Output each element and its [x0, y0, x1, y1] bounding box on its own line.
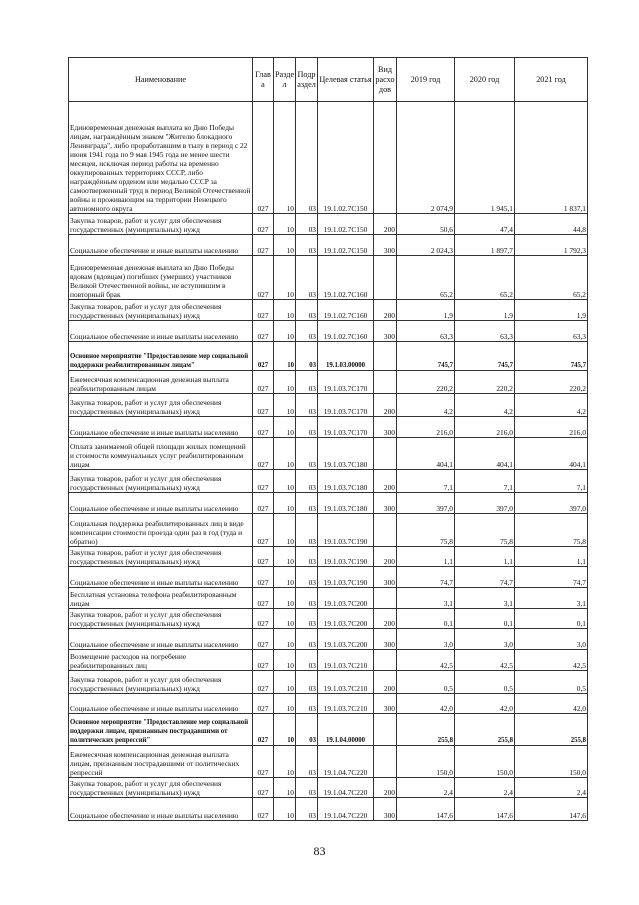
row-2021: 1,1 — [515, 547, 588, 567]
row-chapter: 027 — [253, 321, 274, 342]
row-2019: 42,5 — [397, 650, 455, 671]
row-2019: 74,7 — [397, 567, 455, 588]
row-2019: 404,1 — [397, 438, 455, 470]
row-2021: 74,7 — [515, 567, 588, 588]
row-2021: 150,0 — [515, 746, 588, 778]
row-target-article: 19.1.03.7С210 — [318, 671, 374, 694]
row-expense-type: 300 — [374, 321, 397, 342]
table-row — [69, 547, 588, 567]
row-2021: 404,1 — [515, 438, 588, 470]
row-2021: 4,2 — [515, 394, 588, 417]
row-target-article: 19.1.03.7С210 — [318, 650, 374, 671]
row-section: 10 — [274, 514, 296, 547]
row-name: Ежемесячная компенсационная денежная выплата реабилитированным лицам — [69, 371, 253, 394]
row-2021: 1,9 — [515, 300, 588, 321]
row-chapter: 027 — [253, 650, 274, 671]
row-subsection: 03 — [296, 417, 318, 438]
row-target-article: 19.1.04.00000 — [318, 714, 374, 746]
row-2020: 42,0 — [455, 694, 515, 714]
header-chapter: Глав а — [253, 58, 274, 102]
table-row — [69, 798, 588, 821]
row-section: 10 — [274, 629, 296, 650]
table-row — [69, 671, 588, 694]
row-expense-type: 300 — [374, 629, 397, 650]
row-name: Социальное обеспечение и иные выплаты населению — [69, 694, 253, 714]
row-chapter: 027 — [253, 371, 274, 394]
row-target-article: 19.1.04.7С220 — [318, 798, 374, 821]
row-2020: 255,8 — [455, 714, 515, 746]
row-chapter: 027 — [253, 300, 274, 321]
row-subsection: 03 — [296, 588, 318, 609]
row-target-article: 19.1.02.7С150 — [318, 214, 374, 235]
row-chapter: 027 — [253, 235, 274, 256]
row-2019: 2 024,3 — [397, 235, 455, 256]
row-section: 10 — [274, 650, 296, 671]
row-target-article: 19.1.03.7С200 — [318, 629, 374, 650]
table-row — [69, 778, 588, 798]
row-name: Социальное обеспечение и иные выплаты населению — [69, 493, 253, 514]
table-row — [69, 102, 588, 214]
row-section: 10 — [274, 714, 296, 746]
row-2019: 2 074,9 — [397, 102, 455, 214]
row-2021: 397,0 — [515, 493, 588, 514]
row-name: Закупка товаров, работ и услуг для обеспечения государственных (муниципальных) нужд — [69, 470, 253, 493]
row-2020: 7,1 — [455, 470, 515, 493]
row-2021: 255,8 — [515, 714, 588, 746]
row-target-article: 19.1.04.7С220 — [318, 778, 374, 798]
row-2019: 3,0 — [397, 629, 455, 650]
row-expense-type: 300 — [374, 694, 397, 714]
row-2020: 47,4 — [455, 214, 515, 235]
row-subsection: 03 — [296, 514, 318, 547]
row-name: Социальное обеспечение и иные выплаты населению — [69, 798, 253, 821]
row-expense-type — [374, 256, 397, 300]
row-2020: 65,2 — [455, 256, 515, 300]
row-section: 10 — [274, 438, 296, 470]
row-chapter: 027 — [253, 694, 274, 714]
table-row — [69, 609, 588, 629]
row-expense-type — [374, 438, 397, 470]
row-2020: 1 945,1 — [455, 102, 515, 214]
row-2020: 0,1 — [455, 609, 515, 629]
row-2019: 216,0 — [397, 417, 455, 438]
row-section: 10 — [274, 470, 296, 493]
row-2021: 42,0 — [515, 694, 588, 714]
row-2020: 404,1 — [455, 438, 515, 470]
row-2020: 42,5 — [455, 650, 515, 671]
row-2020: 745,7 — [455, 342, 515, 371]
row-section: 10 — [274, 778, 296, 798]
row-section: 10 — [274, 609, 296, 629]
table-row — [69, 371, 588, 394]
row-2020: 4,2 — [455, 394, 515, 417]
row-section: 10 — [274, 567, 296, 588]
row-expense-type — [374, 714, 397, 746]
row-2021: 1 792,3 — [515, 235, 588, 256]
row-name: Социальное обеспечение и иные выплаты населению — [69, 321, 253, 342]
row-2019: 0,1 — [397, 609, 455, 629]
table-row — [69, 394, 588, 417]
row-name: Социальное обеспечение и иные выплаты населению — [69, 629, 253, 650]
row-target-article: 19.1.03.7С170 — [318, 371, 374, 394]
row-2019: 2,4 — [397, 778, 455, 798]
row-chapter: 027 — [253, 256, 274, 300]
row-name: Закупка товаров, работ и услуг для обеспечения государственных (муниципальных) нужд — [69, 547, 253, 567]
row-chapter: 027 — [253, 102, 274, 214]
row-section: 10 — [274, 300, 296, 321]
row-2021: 0,1 — [515, 609, 588, 629]
row-chapter: 027 — [253, 778, 274, 798]
table-row — [69, 214, 588, 235]
row-expense-type: 300 — [374, 493, 397, 514]
table-row — [69, 235, 588, 256]
row-target-article: 19.1.03.7С190 — [318, 567, 374, 588]
row-2021: 3,0 — [515, 629, 588, 650]
header-subsection: Подр аздел — [296, 58, 318, 102]
row-2019: 150,0 — [397, 746, 455, 778]
row-2019: 42,0 — [397, 694, 455, 714]
row-subsection: 03 — [296, 321, 318, 342]
row-2020: 1,1 — [455, 547, 515, 567]
table-row — [69, 567, 588, 588]
row-2020: 0,5 — [455, 671, 515, 694]
row-section: 10 — [274, 798, 296, 821]
row-target-article: 19.1.03.7С170 — [318, 417, 374, 438]
row-name: Ежемесячная компенсационная денежная выплата лицам, признанным пострадавшими от политических репрессий — [69, 746, 253, 778]
row-2021: 147,6 — [515, 798, 588, 821]
row-expense-type: 300 — [374, 417, 397, 438]
row-2019: 1,1 — [397, 547, 455, 567]
table-row — [69, 256, 588, 300]
row-2021: 0,5 — [515, 671, 588, 694]
row-expense-type — [374, 588, 397, 609]
row-subsection: 03 — [296, 102, 318, 214]
row-subsection: 03 — [296, 567, 318, 588]
row-name: Социальная поддержка реабилитированных лиц в виде компенсации стоимости проезда один раз в год (туда и обратно) — [69, 514, 253, 547]
row-subsection: 03 — [296, 798, 318, 821]
row-chapter: 027 — [253, 714, 274, 746]
row-expense-type — [374, 371, 397, 394]
row-2020: 3,0 — [455, 629, 515, 650]
row-2019: 745,7 — [397, 342, 455, 371]
table-row — [69, 342, 588, 371]
row-chapter: 027 — [253, 493, 274, 514]
table-row — [69, 650, 588, 671]
row-expense-type: 200 — [374, 394, 397, 417]
row-2021: 745,7 — [515, 342, 588, 371]
row-name: Единовременная денежная выплата ко Дню Победы лицам, награждённым знаком "Жителю блокадного Ленинграда", либо проработавшим в тылу в период с 22 июня 1941 года по 9 мая 1945 года не менее шести месяцев, исключая период работы на временно оккупированных территориях СССР, либо награждённым орденом или медалью СССР за самоотверженный труд в период Великой Отечественной войны и проживающим на территории Ненецкого автономного округа — [69, 102, 253, 214]
row-2021: 65,2 — [515, 256, 588, 300]
row-section: 10 — [274, 371, 296, 394]
row-name: Основное мероприятие "Предоставление мер социальной поддержки реабилитированным лицам" — [69, 342, 253, 371]
row-expense-type — [374, 650, 397, 671]
row-2020: 74,7 — [455, 567, 515, 588]
row-name: Закупка товаров, работ и услуг для обеспечения государственных (муниципальных) нужд — [69, 609, 253, 629]
row-section: 10 — [274, 342, 296, 371]
row-2021: 44,8 — [515, 214, 588, 235]
table-row — [69, 300, 588, 321]
row-2021: 63,3 — [515, 321, 588, 342]
row-subsection: 03 — [296, 629, 318, 650]
budget-table — [68, 57, 588, 821]
row-target-article: 19.1.04.7С220 — [318, 746, 374, 778]
row-name: Оплата занимаемой общей площади жилых помещений и стоимости коммунальных услуг реабилитированным лицам — [69, 438, 253, 470]
row-name: Закупка товаров, работ и услуг для обеспечения государственных (муниципальных) нужд — [69, 214, 253, 235]
row-expense-type: 200 — [374, 214, 397, 235]
row-expense-type: 200 — [374, 300, 397, 321]
row-2020: 147,6 — [455, 798, 515, 821]
row-section: 10 — [274, 493, 296, 514]
row-subsection: 03 — [296, 694, 318, 714]
row-2021: 3,1 — [515, 588, 588, 609]
row-chapter: 027 — [253, 588, 274, 609]
row-target-article: 19.1.03.7С180 — [318, 438, 374, 470]
row-name: Бесплатная установка телефона реабилитированным лицам — [69, 588, 253, 609]
row-2020: 2,4 — [455, 778, 515, 798]
row-name: Единовременная денежная выплата ко Дню Победы вдовам (вдовцам) погибших (умерших) участников Великой Отечественной войны, не вступившим в повторный брак — [69, 256, 253, 300]
header-target-article: Целевая статья — [318, 58, 374, 102]
row-subsection: 03 — [296, 609, 318, 629]
row-2019: 1,9 — [397, 300, 455, 321]
row-subsection: 03 — [296, 547, 318, 567]
row-section: 10 — [274, 102, 296, 214]
row-2019: 63,3 — [397, 321, 455, 342]
row-2020: 3,1 — [455, 588, 515, 609]
row-chapter: 027 — [253, 609, 274, 629]
row-2019: 147,6 — [397, 798, 455, 821]
row-subsection: 03 — [296, 778, 318, 798]
row-target-article: 19.1.03.7С200 — [318, 588, 374, 609]
row-2019: 3,1 — [397, 588, 455, 609]
row-section: 10 — [274, 417, 296, 438]
row-2021: 42,5 — [515, 650, 588, 671]
row-name: Возмещение расходов на погребение реабилитированных лиц — [69, 650, 253, 671]
row-chapter: 027 — [253, 470, 274, 493]
row-expense-type: 200 — [374, 609, 397, 629]
row-expense-type: 300 — [374, 567, 397, 588]
row-target-article: 19.1.02.7С160 — [318, 256, 374, 300]
row-expense-type: 300 — [374, 235, 397, 256]
row-expense-type: 300 — [374, 798, 397, 821]
row-2019: 255,8 — [397, 714, 455, 746]
table-header-row — [69, 58, 588, 102]
row-2020: 1 897,7 — [455, 235, 515, 256]
row-chapter: 027 — [253, 342, 274, 371]
table-row — [69, 714, 588, 746]
row-chapter: 027 — [253, 798, 274, 821]
row-expense-type — [374, 102, 397, 214]
row-section: 10 — [274, 235, 296, 256]
row-target-article: 19.1.03.7С190 — [318, 514, 374, 547]
row-2021: 216,0 — [515, 417, 588, 438]
row-2021: 75,8 — [515, 514, 588, 547]
row-2019: 65,2 — [397, 256, 455, 300]
row-2019: 75,8 — [397, 514, 455, 547]
row-2020: 216,0 — [455, 417, 515, 438]
row-name: Социальное обеспечение и иные выплаты населению — [69, 567, 253, 588]
row-expense-type — [374, 514, 397, 547]
table-row — [69, 514, 588, 547]
header-section: Разде л — [274, 58, 296, 102]
row-2020: 1,9 — [455, 300, 515, 321]
row-2020: 63,3 — [455, 321, 515, 342]
row-chapter: 027 — [253, 671, 274, 694]
row-target-article: 19.1.03.00000 — [318, 342, 374, 371]
row-expense-type: 200 — [374, 778, 397, 798]
table-row — [69, 321, 588, 342]
table-row — [69, 438, 588, 470]
row-2020: 150,0 — [455, 746, 515, 778]
row-chapter: 027 — [253, 514, 274, 547]
row-chapter: 027 — [253, 214, 274, 235]
header-name: Наименование — [69, 58, 253, 102]
row-name: Социальное обеспечение и иные выплаты населению — [69, 417, 253, 438]
row-expense-type: 200 — [374, 470, 397, 493]
row-expense-type: 200 — [374, 547, 397, 567]
row-target-article: 19.1.03.7С170 — [318, 394, 374, 417]
row-chapter: 027 — [253, 547, 274, 567]
row-subsection: 03 — [296, 746, 318, 778]
row-target-article: 19.1.02.7С150 — [318, 235, 374, 256]
row-section: 10 — [274, 394, 296, 417]
row-section: 10 — [274, 588, 296, 609]
row-subsection: 03 — [296, 394, 318, 417]
row-2019: 7,1 — [397, 470, 455, 493]
row-2019: 0,5 — [397, 671, 455, 694]
row-2020: 75,8 — [455, 514, 515, 547]
row-target-article: 19.1.03.7С200 — [318, 609, 374, 629]
row-name: Основное мероприятие "Предоставление мер социальной поддержки лицам, признанным пострадавшими от политических репрессий" — [69, 714, 253, 746]
table-row — [69, 746, 588, 778]
row-2019: 50,6 — [397, 214, 455, 235]
header-expense-type: Вид расхо дов — [374, 58, 397, 102]
row-subsection: 03 — [296, 493, 318, 514]
row-subsection: 03 — [296, 438, 318, 470]
row-section: 10 — [274, 321, 296, 342]
row-name: Закупка товаров, работ и услуг для обеспечения государственных (муниципальных) нужд — [69, 300, 253, 321]
row-subsection: 03 — [296, 300, 318, 321]
row-target-article: 19.1.03.7С190 — [318, 547, 374, 567]
header-year-2020: 2020 год — [455, 58, 515, 102]
row-target-article: 19.1.02.7С160 — [318, 321, 374, 342]
table-row — [69, 694, 588, 714]
row-subsection: 03 — [296, 235, 318, 256]
row-2020: 397,0 — [455, 493, 515, 514]
row-subsection: 03 — [296, 371, 318, 394]
row-subsection: 03 — [296, 214, 318, 235]
row-section: 10 — [274, 694, 296, 714]
row-expense-type: 200 — [374, 671, 397, 694]
row-2021: 7,1 — [515, 470, 588, 493]
page-number: 83 — [313, 844, 326, 858]
table-row — [69, 417, 588, 438]
header-year-2019: 2019 год — [397, 58, 455, 102]
header-year-2021: 2021 год — [515, 58, 588, 102]
table-row — [69, 493, 588, 514]
row-expense-type — [374, 342, 397, 371]
row-name: Закупка товаров, работ и услуг для обеспечения государственных (муниципальных) нужд — [69, 778, 253, 798]
table-row — [69, 588, 588, 609]
row-2021: 220,2 — [515, 371, 588, 394]
row-2019: 220,2 — [397, 371, 455, 394]
row-subsection: 03 — [296, 470, 318, 493]
row-subsection: 03 — [296, 650, 318, 671]
row-expense-type — [374, 746, 397, 778]
row-subsection: 03 — [296, 256, 318, 300]
row-subsection: 03 — [296, 714, 318, 746]
row-2021: 2,4 — [515, 778, 588, 798]
row-chapter: 027 — [253, 746, 274, 778]
row-chapter: 027 — [253, 394, 274, 417]
row-section: 10 — [274, 547, 296, 567]
row-chapter: 027 — [253, 567, 274, 588]
row-subsection: 03 — [296, 671, 318, 694]
row-subsection: 03 — [296, 342, 318, 371]
row-2019: 397,0 — [397, 493, 455, 514]
row-name: Социальное обеспечение и иные выплаты населению — [69, 235, 253, 256]
row-target-article: 19.1.03.7С210 — [318, 694, 374, 714]
row-name: Закупка товаров, работ и услуг для обеспечения государственных (муниципальных) нужд — [69, 394, 253, 417]
row-2021: 1 837,1 — [515, 102, 588, 214]
row-name: Закупка товаров, работ и услуг для обеспечения государственных (муниципальных) нужд — [69, 671, 253, 694]
row-target-article: 19.1.03.7С180 — [318, 493, 374, 514]
row-section: 10 — [274, 214, 296, 235]
row-section: 10 — [274, 746, 296, 778]
row-target-article: 19.1.03.7С180 — [318, 470, 374, 493]
row-target-article: 19.1.02.7С150 — [318, 102, 374, 214]
row-2020: 220,2 — [455, 371, 515, 394]
table-row — [69, 629, 588, 650]
table-row — [69, 470, 588, 493]
row-target-article: 19.1.02.7С160 — [318, 300, 374, 321]
row-section: 10 — [274, 256, 296, 300]
row-chapter: 027 — [253, 629, 274, 650]
row-chapter: 027 — [253, 417, 274, 438]
row-2019: 4,2 — [397, 394, 455, 417]
row-chapter: 027 — [253, 438, 274, 470]
row-section: 10 — [274, 671, 296, 694]
